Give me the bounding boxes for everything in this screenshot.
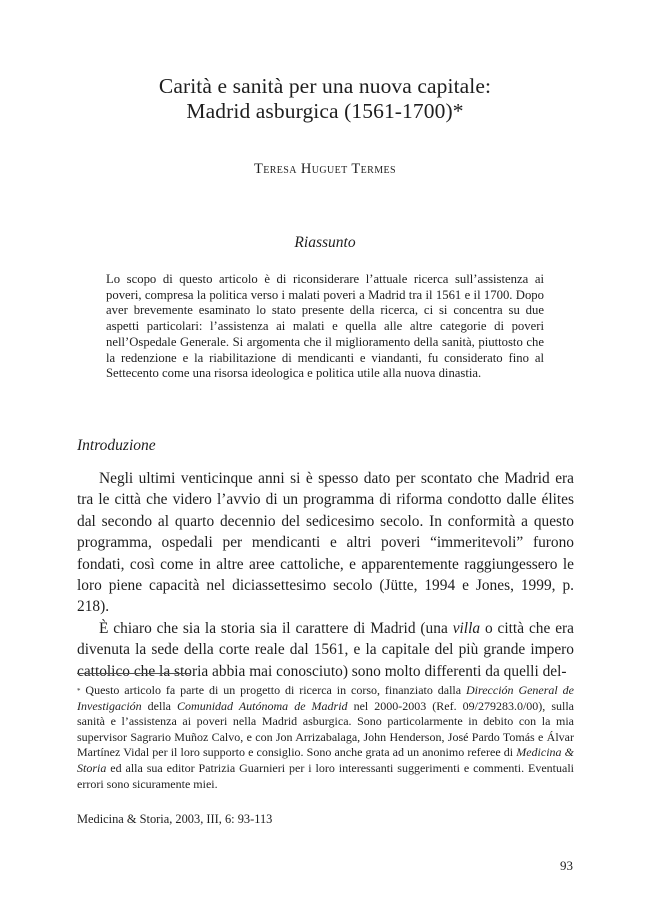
journal-citation: Medicina & Storia, 2003, III, 6: 93-113 — [77, 812, 273, 826]
article-title-line-1: Carità e sanità per una nuova capitale: — [158, 74, 492, 98]
page-number: 93 — [560, 858, 573, 873]
paragraph-1: Negli ultimi venticinque anni si è spesso dato per scontato che Madrid era tra le città che videro l’avvio di un programma di riforma condotto dalle élites dal secondo al quarto decennio del sedicesimo secolo. In conformità a questo programma, ospedali per mendicanti e altri poveri “immeritevoli” furono fondati, così come in altre aree cattoliche, e apparentemente raggiungessero le loro piene capacità nel diciassettesimo secolo (Jütte, 1994 e Jones, 1999, p. 218). — [77, 470, 574, 616]
footnote — [77, 683, 574, 792]
body-text — [77, 468, 574, 682]
footnote-text-2: della — [141, 698, 178, 713]
footnote-marker: * — [77, 687, 81, 695]
paragraph-2-text-a: È chiaro che sia la storia sia il carattere di Madrid (una — [99, 619, 453, 637]
footnote-text-4: ed alla sua editor Patrizia Guarnieri per i loro interessanti suggerimenti e commenti. Eventuali errori sono sicuramente miei. — [77, 760, 574, 791]
footnote-divider — [77, 673, 191, 674]
footnote-text-1: Questo articolo fa parte di un progetto di ricerca in corso, finanziato dalla — [80, 683, 466, 697]
abstract-text: Lo scopo di questo articolo è di riconsiderare l’attuale ricerca sull’assistenza ai poveri, compresa la politica verso i malati poveri a Madrid tra il 1561 e il 1700. Dopo aver brevemente esaminato lo stato presente della ricerca, ci si concentra su due aspetti particolari: l’assistenza ai malati e quella alle altre categorie di poveri nell’Ospedale Generale. Si argomenta che il miglioramento della sanità, piuttosto che la redenzione e la riabilitazione di mendicanti e viandanti, fu considerato fino al Settecento come una risorsa ideologica e politica utile alla nuova dinastia. — [106, 272, 544, 381]
abstract-heading: Riassunto — [294, 234, 356, 251]
footnote-italic-3: Medicina & Storia — [77, 745, 574, 775]
paragraph-2-text-b: o città che era divenuta la sede della corte reale dal 1561, e la capitale del più grande impero cattolico che la storia abbia mai conosciuto) sono molto differenti da quelli del- — [77, 619, 574, 680]
article-title — [0, 74, 650, 124]
footnote-italic-1: Dirección General de Investigación — [77, 683, 574, 713]
footnote-text-3: nel 2000-2003 (Ref. 09/279283.0/00), sulla sanità e l’assistenza ai poveri nella Madrid asburgica. Sono particolarmente in debito con la mia supervisor Sagrario Muñoz Calvo, e con Jon Arrizabalaga, John Henderson, José Pardo Tomás e Álvar Martínez Vidal per il loro supporto e consiglio. Sono anche grata ad un anonimo referee di — [77, 698, 574, 760]
article-title-line-2: Madrid asburgica (1561-1700)* — [186, 99, 464, 123]
footnote-italic-2: Comunidad Autónoma de Madrid — [177, 698, 348, 713]
author-name: Teresa Huguet Termes — [253, 161, 397, 177]
section-heading: Introduzione — [77, 437, 156, 454]
paragraph-2-italic: villa — [452, 619, 481, 637]
